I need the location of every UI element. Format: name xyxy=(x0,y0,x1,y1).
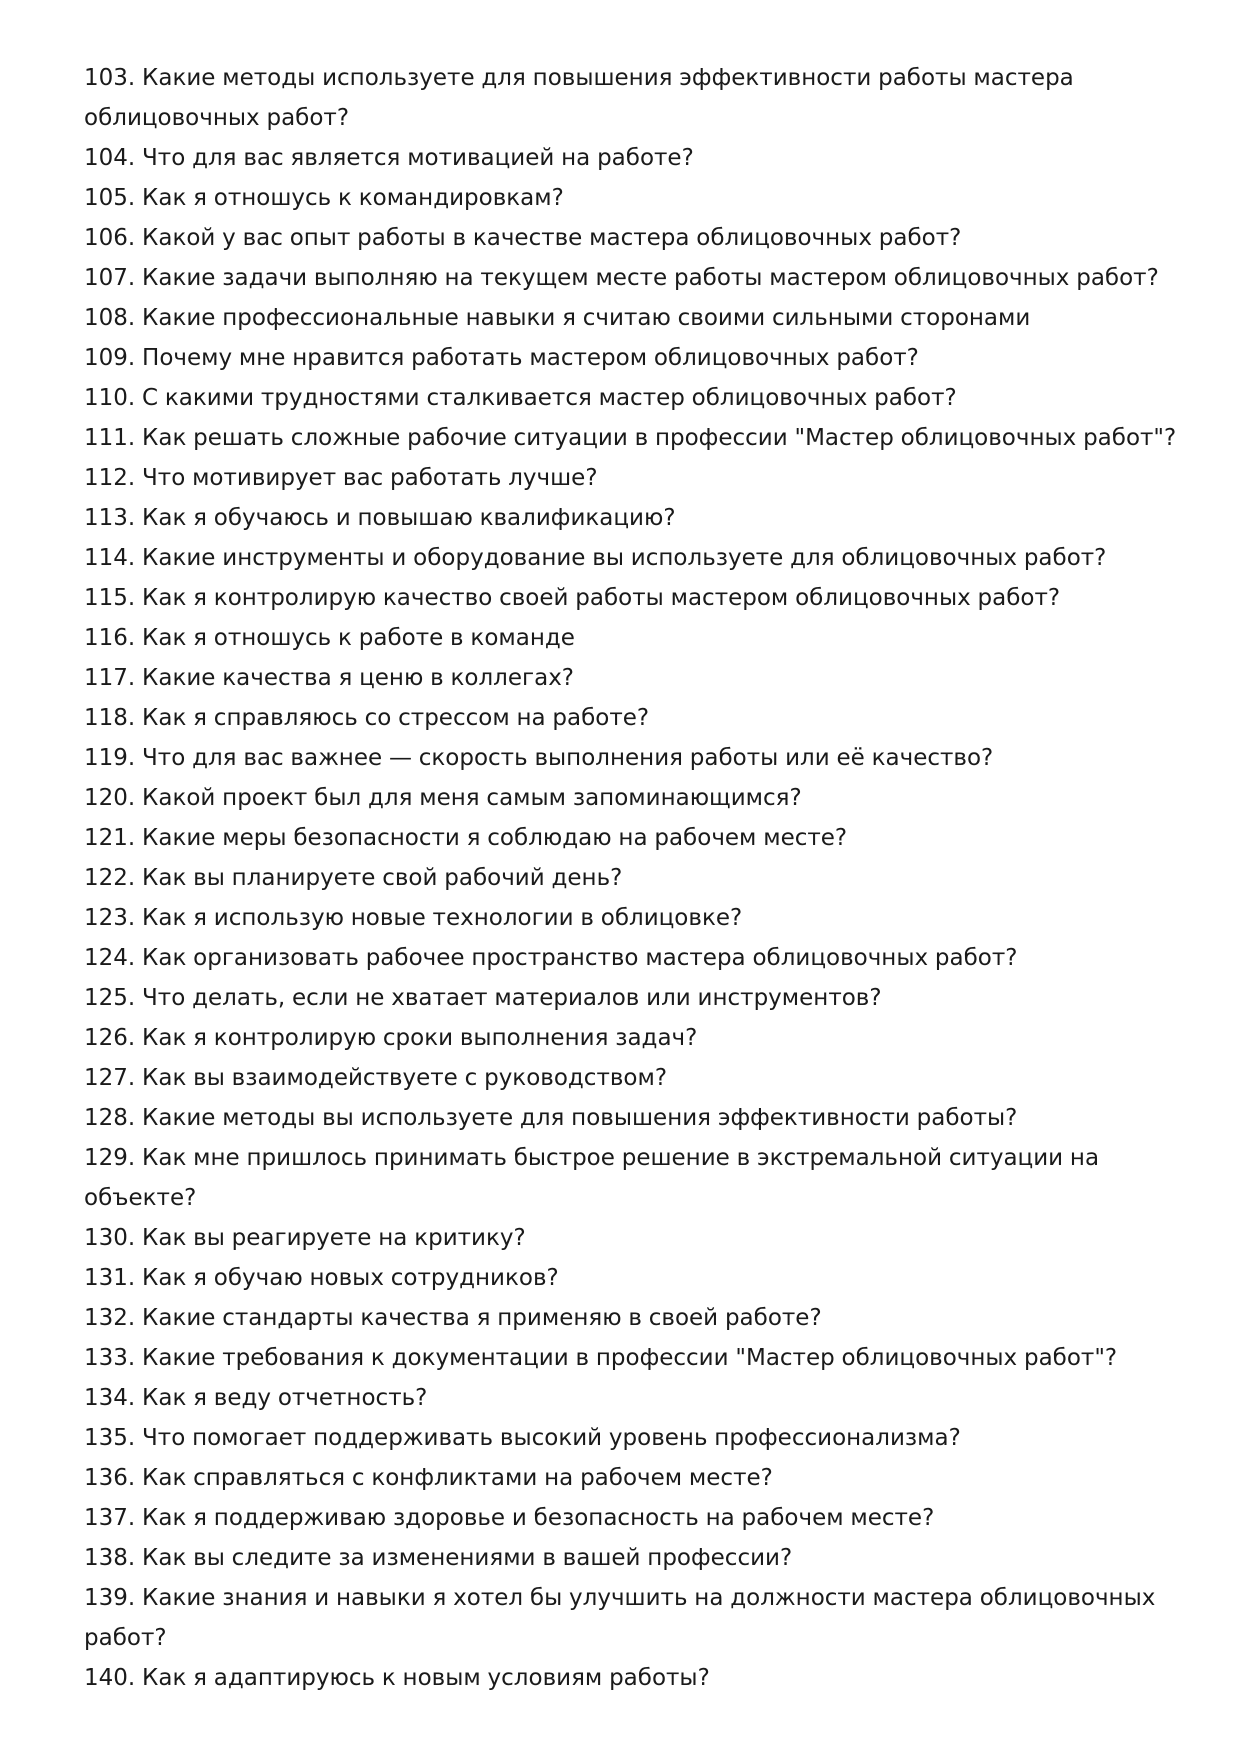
list-item: 140. Как я адаптируюсь к новым условиям работы? xyxy=(84,1665,710,1691)
list-item: 107. Какие задачи выполняю на текущем месте работы мастером облицовочных работ? xyxy=(84,265,1159,291)
question-list xyxy=(84,58,1184,1698)
list-item: 123. Как я использую новые технологии в облицовке? xyxy=(84,905,743,931)
list-item: 139. Какие знания и навыки я хотел бы улучшить на должности мастера облицовочных работ? xyxy=(84,1585,1156,1651)
list-item: 103. Какие методы используете для повышения эффективности работы мастера облицовочных работ? xyxy=(84,65,1074,131)
list-item: 122. Как вы планируете свой рабочий день? xyxy=(84,865,623,891)
list-item: 132. Какие стандарты качества я применяю в своей работе? xyxy=(84,1305,822,1331)
list-item: 118. Как я справляюсь со стрессом на работе? xyxy=(84,705,650,731)
list-item: 131. Как я обучаю новых сотрудников? xyxy=(84,1265,559,1291)
list-item: 111. Как решать сложные рабочие ситуации в профессии "Мастер облицовочных работ"? xyxy=(84,425,1177,451)
list-item: 126. Как я контролирую сроки выполнения задач? xyxy=(84,1025,698,1051)
list-item: 124. Как организовать рабочее пространство мастера облицовочных работ? xyxy=(84,945,1018,971)
list-item: 138. Как вы следите за изменениями в вашей профессии? xyxy=(84,1545,793,1571)
list-item: 104. Что для вас является мотивацией на работе? xyxy=(84,145,694,171)
list-item: 112. Что мотивирует вас работать лучше? xyxy=(84,465,598,491)
list-item: 135. Что помогает поддерживать высокий уровень профессионализма? xyxy=(84,1425,961,1451)
list-item: 136. Как справляться с конфликтами на рабочем месте? xyxy=(84,1465,773,1491)
list-item: 129. Как мне пришлось принимать быстрое решение в экстремальной ситуации на объекте? xyxy=(84,1145,1100,1211)
list-item: 120. Какой проект был для меня самым запоминающимся? xyxy=(84,785,802,811)
list-item: 128. Какие методы вы используете для повышения эффективности работы? xyxy=(84,1105,1018,1131)
list-item: 117. Какие качества я ценю в коллегах? xyxy=(84,665,575,691)
list-item: 127. Как вы взаимодействуете с руководством? xyxy=(84,1065,668,1091)
list-item: 133. Какие требования к документации в профессии "Мастер облицовочных работ"? xyxy=(84,1345,1118,1371)
list-item: 108. Какие профессиональные навыки я считаю своими сильными сторонами xyxy=(84,305,1031,331)
list-item: 113. Как я обучаюсь и повышаю квалификацию? xyxy=(84,505,676,531)
list-item: 116. Как я отношусь к работе в команде xyxy=(84,625,575,651)
list-item: 115. Как я контролирую качество своей работы мастером облицовочных работ? xyxy=(84,585,1061,611)
list-item: 105. Как я отношусь к командировкам? xyxy=(84,185,564,211)
list-item: 134. Как я веду отчетность? xyxy=(84,1385,428,1411)
list-item: 109. Почему мне нравится работать мастером облицовочных работ? xyxy=(84,345,919,371)
list-item: 110. С какими трудностями сталкивается мастер облицовочных работ? xyxy=(84,385,957,411)
list-item: 125. Что делать, если не хватает материалов или инструментов? xyxy=(84,985,882,1011)
list-item: 119. Что для вас важнее — скорость выполнения работы или её качество? xyxy=(84,745,994,771)
list-item: 114. Какие инструменты и оборудование вы используете для облицовочных работ? xyxy=(84,545,1107,571)
list-item: 137. Как я поддерживаю здоровье и безопасность на рабочем месте? xyxy=(84,1505,935,1531)
list-item: 130. Как вы реагируете на критику? xyxy=(84,1225,526,1251)
list-item: 106. Какой у вас опыт работы в качестве мастера облицовочных работ? xyxy=(84,225,962,251)
list-item: 121. Какие меры безопасности я соблюдаю на рабочем месте? xyxy=(84,825,848,851)
document-page xyxy=(84,58,1184,1698)
